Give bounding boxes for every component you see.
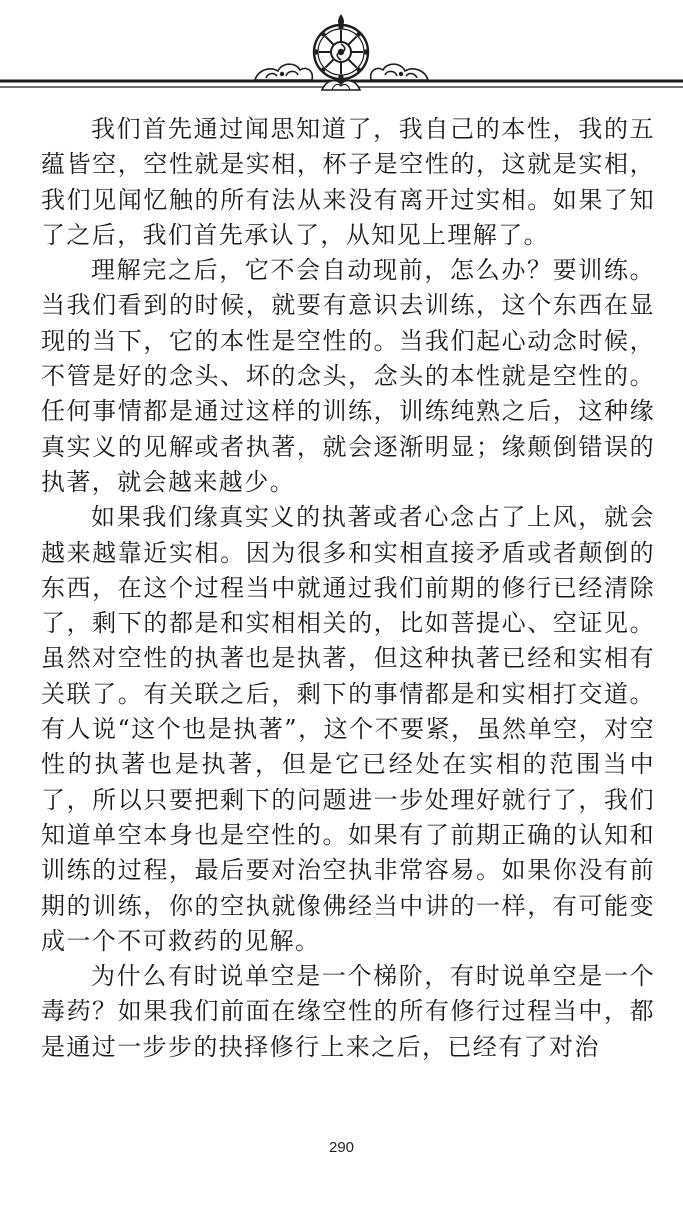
paragraph: 如果我们缘真实义的执著或者心念占了上风，就会越来越靠近实相。因为很多和实相直接矛盾或者颠倒的东西，在这个过程当中就通过我们前期的修行已经清除了，剩下的都是和实相相关的，比如菩提心、空证见。虽然对空性的执著也是执著，但这种执著已经和实相有关联了。有关联之后，剩下的事情都是和实相打交道。有人说“这个也是执著”，这个不要紧，虽然单空，对空性的执著也是执著，但是它已经处在实相的范围当中了，所以只要把剩下的问题进一步处理好就行了，我们知道单空本身也是空性的。如果有了前期正确的认知和训练的过程，最后要对治空执非常容易。如果你没有前期的训练，你的空执就像佛经当中讲的一样，有可能变成一个不可救药的见解。 [41,503,655,955]
page-number: 290 [328,1139,355,1156]
body-text [41,112,655,1065]
cloud-ornament-left [255,64,312,80]
paragraph: 我们首先通过闻思知道了，我自己的本性，我的五蕴皆空，空性就是实相，杯子是空性的，这就是实相，我们见闻忆触的所有法从来没有离开过实相。如果了知了之后，我们首先承认了，从知见上理解了。 [41,115,655,249]
paragraph: 为什么有时说单空是一个梯阶，有时说单空是一个毒药？如果我们前面在缘空性的所有修行过程当中，都是通过一步步的抉择修行上来之后，已经有了对治 [41,962,655,1061]
dharma-wheel-icon [313,14,368,90]
paragraph: 理解完之后，它不会自动现前，怎么办？要训练。当我们看到的时候，就要有意识去训练，这个东西在显现的当下，它的本性是空性的。当我们起心动念时候，不管是好的念头、坏的念头，念头的本性就是空性的。任何事情都是通过这样的训练，训练纯熟之后，这种缘真实义的见解或者执著，就会逐渐明显；缘颠倒错误的执著，就会越来越少。 [41,256,655,496]
page-header [0,0,683,110]
header-ornament [0,0,683,110]
cloud-ornament-right [371,64,428,80]
